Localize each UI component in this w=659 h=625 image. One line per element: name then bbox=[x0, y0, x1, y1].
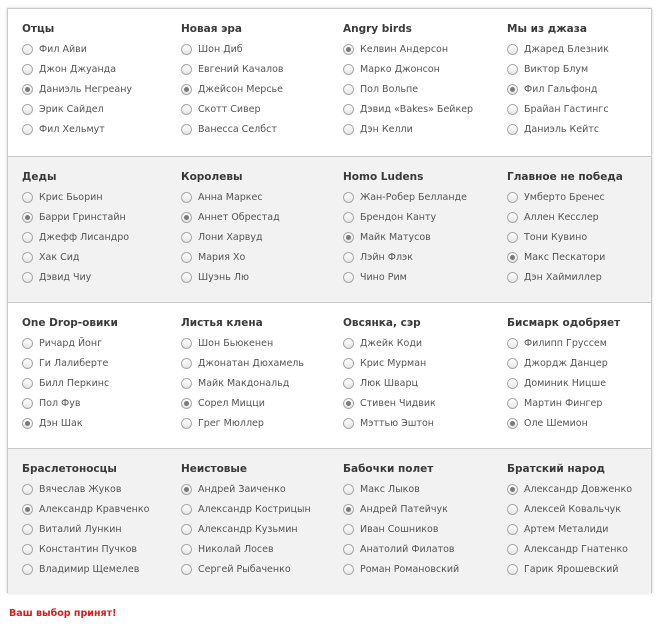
radio-option[interactable] bbox=[343, 502, 448, 516]
radio-label: Джон Джуанда bbox=[39, 63, 117, 75]
radio-button[interactable] bbox=[181, 212, 192, 223]
radio-label: Андрей Патейчук bbox=[360, 503, 448, 515]
radio-option[interactable] bbox=[343, 42, 448, 56]
radio-option[interactable] bbox=[507, 190, 605, 204]
radio-option[interactable] bbox=[507, 376, 606, 390]
radio-label: Грег Мюллер bbox=[198, 417, 264, 429]
radio-label: Константин Пучков bbox=[39, 543, 138, 555]
radio-button[interactable] bbox=[343, 272, 354, 283]
radio-option[interactable] bbox=[507, 482, 632, 496]
group-title: Отцы bbox=[22, 23, 55, 35]
group-title: Бабочки полет bbox=[343, 463, 434, 475]
radio-label: Владимир Щемелев bbox=[39, 563, 140, 575]
radio-option[interactable] bbox=[343, 416, 434, 430]
radio-label: Аннет Обрестад bbox=[198, 211, 280, 223]
radio-option[interactable] bbox=[343, 62, 440, 76]
radio-button[interactable] bbox=[181, 252, 192, 263]
radio-label: Брендон Канту bbox=[360, 211, 437, 223]
radio-option[interactable] bbox=[22, 336, 102, 350]
radio-button[interactable] bbox=[343, 524, 354, 535]
radio-option[interactable] bbox=[181, 522, 298, 536]
radio-button[interactable] bbox=[22, 232, 33, 243]
radio-option[interactable] bbox=[22, 42, 87, 56]
poll-row bbox=[8, 156, 651, 302]
radio-button[interactable] bbox=[507, 398, 518, 409]
radio-option[interactable] bbox=[507, 270, 602, 284]
radio-button[interactable] bbox=[507, 84, 518, 95]
radio-button[interactable] bbox=[181, 272, 192, 283]
radio-label: Дэвид Чиу bbox=[39, 271, 92, 283]
radio-label: Джордж Данцер bbox=[524, 357, 608, 369]
radio-button[interactable] bbox=[22, 484, 33, 495]
radio-option[interactable] bbox=[507, 210, 599, 224]
radio-button[interactable] bbox=[343, 358, 354, 369]
radio-label: Фил Айви bbox=[39, 43, 87, 55]
radio-option[interactable] bbox=[22, 482, 121, 496]
radio-label: Анна Маркес bbox=[198, 191, 263, 203]
radio-label: Александр Довженко bbox=[524, 483, 633, 495]
radio-button[interactable] bbox=[343, 504, 354, 515]
radio-label: Вячеслав Жуков bbox=[39, 483, 122, 495]
radio-option[interactable] bbox=[22, 416, 83, 430]
radio-option[interactable] bbox=[22, 356, 108, 370]
radio-option[interactable] bbox=[181, 42, 243, 56]
radio-option[interactable] bbox=[22, 270, 91, 284]
radio-label: Дэвид «Bakes» Бейкер bbox=[360, 103, 474, 115]
radio-button[interactable] bbox=[181, 524, 192, 535]
radio-button[interactable] bbox=[507, 504, 518, 515]
radio-option[interactable] bbox=[507, 356, 608, 370]
radio-button[interactable] bbox=[343, 418, 354, 429]
radio-label: Алексей Ковальчук bbox=[524, 503, 622, 515]
radio-label: Майк Матусов bbox=[360, 231, 431, 243]
group-title: Новая эра bbox=[181, 23, 242, 35]
radio-button[interactable] bbox=[22, 398, 33, 409]
radio-option[interactable] bbox=[181, 210, 280, 224]
radio-label: Ричард Йонг bbox=[39, 337, 103, 349]
radio-button[interactable] bbox=[507, 484, 518, 495]
radio-label: Шон Бьюкенен bbox=[198, 337, 274, 349]
radio-button[interactable] bbox=[22, 104, 33, 115]
radio-label: Эрик Сайдел bbox=[39, 103, 104, 115]
radio-button[interactable] bbox=[22, 524, 33, 535]
radio-option[interactable] bbox=[181, 102, 261, 116]
radio-button[interactable] bbox=[22, 418, 33, 429]
radio-label: Александр Кузьмин bbox=[198, 523, 298, 535]
radio-button[interactable] bbox=[181, 84, 192, 95]
radio-option[interactable] bbox=[181, 336, 273, 350]
radio-label: Макс Пескатори bbox=[524, 251, 606, 263]
radio-button[interactable] bbox=[507, 232, 518, 243]
radio-button[interactable] bbox=[181, 232, 192, 243]
radio-button[interactable] bbox=[343, 378, 354, 389]
radio-label: Скотт Сивер bbox=[198, 103, 261, 115]
radio-button[interactable] bbox=[22, 192, 33, 203]
radio-button[interactable] bbox=[22, 564, 33, 575]
radio-button[interactable] bbox=[22, 44, 33, 55]
radio-button[interactable] bbox=[181, 504, 192, 515]
radio-option[interactable] bbox=[343, 482, 420, 496]
radio-button[interactable] bbox=[343, 484, 354, 495]
radio-label: Евгений Качалов bbox=[198, 63, 284, 75]
radio-label: Анатолий Филатов bbox=[360, 543, 455, 555]
radio-button[interactable] bbox=[181, 358, 192, 369]
radio-label: Александр Кострицын bbox=[198, 503, 311, 515]
radio-label: Ванесса Селбст bbox=[198, 123, 277, 135]
poll-row bbox=[8, 302, 651, 448]
poll-row bbox=[8, 9, 651, 156]
radio-label: Стивен Чидвик bbox=[360, 397, 436, 409]
radio-button[interactable] bbox=[181, 192, 192, 203]
radio-button[interactable] bbox=[507, 564, 518, 575]
radio-button[interactable] bbox=[507, 64, 518, 75]
radio-button[interactable] bbox=[22, 84, 33, 95]
radio-label: Джаред Блезник bbox=[524, 43, 609, 55]
group-title: Браслетоносцы bbox=[22, 463, 117, 475]
radio-label: Фил Гальфонд bbox=[524, 83, 598, 95]
group-title: Неистовые bbox=[181, 463, 248, 475]
radio-option[interactable] bbox=[507, 102, 609, 116]
radio-button[interactable] bbox=[507, 252, 518, 263]
radio-option[interactable] bbox=[181, 502, 311, 516]
radio-label: Крис Мурман bbox=[360, 357, 427, 369]
radio-option[interactable] bbox=[22, 102, 104, 116]
radio-option[interactable] bbox=[343, 356, 426, 370]
radio-option[interactable] bbox=[22, 396, 80, 410]
radio-label: Макс Лыков bbox=[360, 483, 420, 495]
radio-option[interactable] bbox=[343, 122, 413, 136]
radio-button[interactable] bbox=[507, 378, 518, 389]
radio-label: Аллен Кесслер bbox=[524, 211, 599, 223]
radio-button[interactable] bbox=[507, 524, 518, 535]
radio-button[interactable] bbox=[181, 418, 192, 429]
radio-option[interactable] bbox=[507, 250, 605, 264]
radio-button[interactable] bbox=[507, 272, 518, 283]
radio-button[interactable] bbox=[22, 358, 33, 369]
status-message: Ваш выбор принят! bbox=[9, 608, 117, 619]
radio-option[interactable] bbox=[22, 542, 137, 556]
radio-label: Дэн Хаймиллер bbox=[524, 271, 602, 283]
radio-label: Тони Кувино bbox=[524, 231, 588, 243]
radio-option[interactable] bbox=[343, 376, 418, 390]
radio-option[interactable] bbox=[507, 82, 597, 96]
radio-button[interactable] bbox=[22, 504, 33, 515]
radio-option[interactable] bbox=[22, 122, 105, 136]
radio-button[interactable] bbox=[22, 124, 33, 135]
radio-button[interactable] bbox=[343, 252, 354, 263]
radio-label: Иван Сошников bbox=[360, 523, 439, 535]
radio-label: Джейк Коди bbox=[360, 337, 423, 349]
radio-option[interactable] bbox=[507, 522, 608, 536]
radio-label: Пол Вольпе bbox=[360, 83, 419, 95]
radio-button[interactable] bbox=[181, 378, 192, 389]
group-title: One Drop-овики bbox=[22, 317, 118, 329]
radio-button[interactable] bbox=[22, 252, 33, 263]
radio-option[interactable] bbox=[181, 376, 289, 390]
radio-button[interactable] bbox=[343, 564, 354, 575]
radio-option[interactable] bbox=[22, 230, 129, 244]
radio-button[interactable] bbox=[181, 398, 192, 409]
radio-button[interactable] bbox=[22, 378, 33, 389]
radio-label: Дэн Келли bbox=[360, 123, 413, 135]
radio-option[interactable] bbox=[22, 250, 79, 264]
group-title: Деды bbox=[22, 171, 57, 183]
group-title: Братский народ bbox=[507, 463, 605, 475]
radio-option[interactable] bbox=[22, 62, 116, 76]
group-title: Мы из джаза bbox=[507, 23, 587, 35]
radio-option[interactable] bbox=[181, 356, 304, 370]
radio-button[interactable] bbox=[343, 104, 354, 115]
radio-button[interactable] bbox=[507, 44, 518, 55]
radio-option[interactable] bbox=[507, 396, 602, 410]
radio-button[interactable] bbox=[181, 44, 192, 55]
radio-button[interactable] bbox=[507, 418, 518, 429]
radio-button[interactable] bbox=[343, 64, 354, 75]
radio-label: Андрей Заиченко bbox=[198, 483, 286, 495]
radio-label: Александр Кравченко bbox=[39, 503, 150, 515]
radio-option[interactable] bbox=[181, 230, 263, 244]
radio-label: Джейсон Мерсье bbox=[198, 83, 284, 95]
group-title: Листья клена bbox=[181, 317, 263, 329]
radio-label: Барри Гринстайн bbox=[39, 211, 126, 223]
radio-option[interactable] bbox=[507, 122, 599, 136]
radio-label: Сорел Мицци bbox=[198, 397, 265, 409]
radio-label: Роман Романовский bbox=[360, 563, 460, 575]
group-title: Homo Ludens bbox=[343, 171, 424, 183]
radio-label: Доминик Ницше bbox=[524, 377, 607, 389]
radio-option[interactable] bbox=[22, 562, 139, 576]
radio-label: Лэйн Флэк bbox=[360, 251, 413, 263]
radio-option[interactable] bbox=[507, 416, 588, 430]
radio-option[interactable] bbox=[343, 270, 407, 284]
radio-option[interactable] bbox=[181, 482, 286, 496]
radio-button[interactable] bbox=[343, 544, 354, 555]
radio-option[interactable] bbox=[343, 396, 436, 410]
radio-button[interactable] bbox=[507, 544, 518, 555]
radio-button[interactable] bbox=[343, 338, 354, 349]
radio-label: Умберто Бренес bbox=[524, 191, 605, 203]
radio-option[interactable] bbox=[181, 396, 265, 410]
radio-option[interactable] bbox=[181, 62, 284, 76]
radio-button[interactable] bbox=[507, 192, 518, 203]
radio-label: Чино Рим bbox=[360, 271, 407, 283]
radio-option[interactable] bbox=[343, 250, 413, 264]
radio-button[interactable] bbox=[343, 398, 354, 409]
radio-option[interactable] bbox=[181, 416, 264, 430]
radio-option[interactable] bbox=[343, 230, 431, 244]
radio-option[interactable] bbox=[343, 82, 418, 96]
radio-label: Гарик Ярошевский bbox=[524, 563, 619, 575]
radio-label: Келвин Андерсон bbox=[360, 43, 449, 55]
radio-option[interactable] bbox=[181, 82, 283, 96]
radio-label: Джонатан Дюхамель bbox=[198, 357, 304, 369]
radio-button[interactable] bbox=[22, 212, 33, 223]
radio-option[interactable] bbox=[343, 102, 473, 116]
radio-option[interactable] bbox=[22, 522, 122, 536]
radio-button[interactable] bbox=[343, 192, 354, 203]
radio-label: Марко Джонсон bbox=[360, 63, 440, 75]
radio-label: Брайан Гастингс bbox=[524, 103, 609, 115]
radio-label: Джефф Лисандро bbox=[39, 231, 130, 243]
radio-option[interactable] bbox=[343, 542, 455, 556]
radio-label: Крис Бьорин bbox=[39, 191, 103, 203]
group-title: Главное не победа bbox=[507, 171, 623, 183]
radio-label: Филипп Груссем bbox=[524, 337, 607, 349]
radio-option[interactable] bbox=[343, 336, 422, 350]
radio-button[interactable] bbox=[181, 338, 192, 349]
radio-label: Жан-Робер Белланде bbox=[360, 191, 467, 203]
radio-option[interactable] bbox=[181, 270, 249, 284]
radio-option[interactable] bbox=[343, 190, 467, 204]
radio-button[interactable] bbox=[22, 338, 33, 349]
radio-label: Мартин Фингер bbox=[524, 397, 603, 409]
radio-label: Мария Хо bbox=[198, 251, 246, 263]
radio-button[interactable] bbox=[181, 124, 192, 135]
radio-label: Мэттью Эштон bbox=[360, 417, 434, 429]
radio-button[interactable] bbox=[181, 64, 192, 75]
radio-button[interactable] bbox=[181, 104, 192, 115]
group-title: Angry birds bbox=[343, 23, 412, 35]
group-title: Овсянка, сэр bbox=[343, 317, 421, 329]
radio-button[interactable] bbox=[343, 124, 354, 135]
radio-option[interactable] bbox=[507, 42, 609, 56]
radio-option[interactable] bbox=[181, 562, 291, 576]
radio-label: Майк Макдональд bbox=[198, 377, 290, 389]
radio-label: Оле Шемион bbox=[524, 417, 588, 429]
radio-button[interactable] bbox=[343, 84, 354, 95]
radio-option[interactable] bbox=[507, 336, 607, 350]
radio-option[interactable] bbox=[22, 82, 132, 96]
radio-button[interactable] bbox=[22, 272, 33, 283]
radio-button[interactable] bbox=[507, 124, 518, 135]
radio-option[interactable] bbox=[507, 542, 628, 556]
radio-option[interactable] bbox=[181, 190, 263, 204]
radio-button[interactable] bbox=[507, 212, 518, 223]
radio-option[interactable] bbox=[507, 502, 621, 516]
radio-option[interactable] bbox=[181, 122, 277, 136]
radio-option[interactable] bbox=[22, 376, 109, 390]
radio-label: Билл Перкинс bbox=[39, 377, 110, 389]
radio-option[interactable] bbox=[181, 542, 274, 556]
radio-label: Шуэнь Лю bbox=[198, 271, 249, 283]
radio-button[interactable] bbox=[181, 564, 192, 575]
radio-label: Артем Металиди bbox=[524, 523, 609, 535]
radio-label: Люк Шварц bbox=[360, 377, 418, 389]
radio-option[interactable] bbox=[22, 502, 149, 516]
radio-button[interactable] bbox=[507, 104, 518, 115]
radio-option[interactable] bbox=[507, 62, 588, 76]
radio-option[interactable] bbox=[507, 230, 587, 244]
radio-option[interactable] bbox=[343, 562, 459, 576]
radio-label: Фил Хельмут bbox=[39, 123, 105, 135]
radio-label: Даниэль Кейтс bbox=[524, 123, 600, 135]
radio-button[interactable] bbox=[343, 232, 354, 243]
radio-label: Александр Гнатенко bbox=[524, 543, 628, 555]
radio-label: Виктор Блум bbox=[524, 63, 589, 75]
radio-option[interactable] bbox=[22, 190, 103, 204]
radio-button[interactable] bbox=[343, 44, 354, 55]
radio-label: Ги Лалиберте bbox=[39, 357, 109, 369]
radio-button[interactable] bbox=[22, 544, 33, 555]
radio-button[interactable] bbox=[181, 544, 192, 555]
radio-option[interactable] bbox=[22, 210, 126, 224]
poll-row bbox=[8, 448, 651, 594]
radio-label: Сергей Рыбаченко bbox=[198, 563, 291, 575]
radio-label: Пол Фув bbox=[39, 397, 81, 409]
radio-label: Хак Сид bbox=[39, 251, 80, 263]
radio-label: Николай Лосев bbox=[198, 543, 274, 555]
radio-button[interactable] bbox=[507, 358, 518, 369]
radio-option[interactable] bbox=[181, 250, 245, 264]
radio-button[interactable] bbox=[343, 212, 354, 223]
radio-option[interactable] bbox=[507, 562, 618, 576]
group-title: Бисмарк одобряет bbox=[507, 317, 621, 329]
radio-option[interactable] bbox=[343, 210, 436, 224]
radio-button[interactable] bbox=[181, 484, 192, 495]
radio-label: Дэн Шак bbox=[39, 417, 83, 429]
radio-label: Шон Диб bbox=[198, 43, 243, 55]
radio-label: Даниэль Негреану bbox=[39, 83, 133, 95]
poll-panel bbox=[7, 8, 652, 593]
group-title: Королевы bbox=[181, 171, 243, 183]
radio-label: Виталий Лункин bbox=[39, 523, 122, 535]
radio-option[interactable] bbox=[343, 522, 438, 536]
radio-button[interactable] bbox=[22, 64, 33, 75]
radio-label: Лони Харвуд bbox=[198, 231, 263, 243]
radio-button[interactable] bbox=[507, 338, 518, 349]
